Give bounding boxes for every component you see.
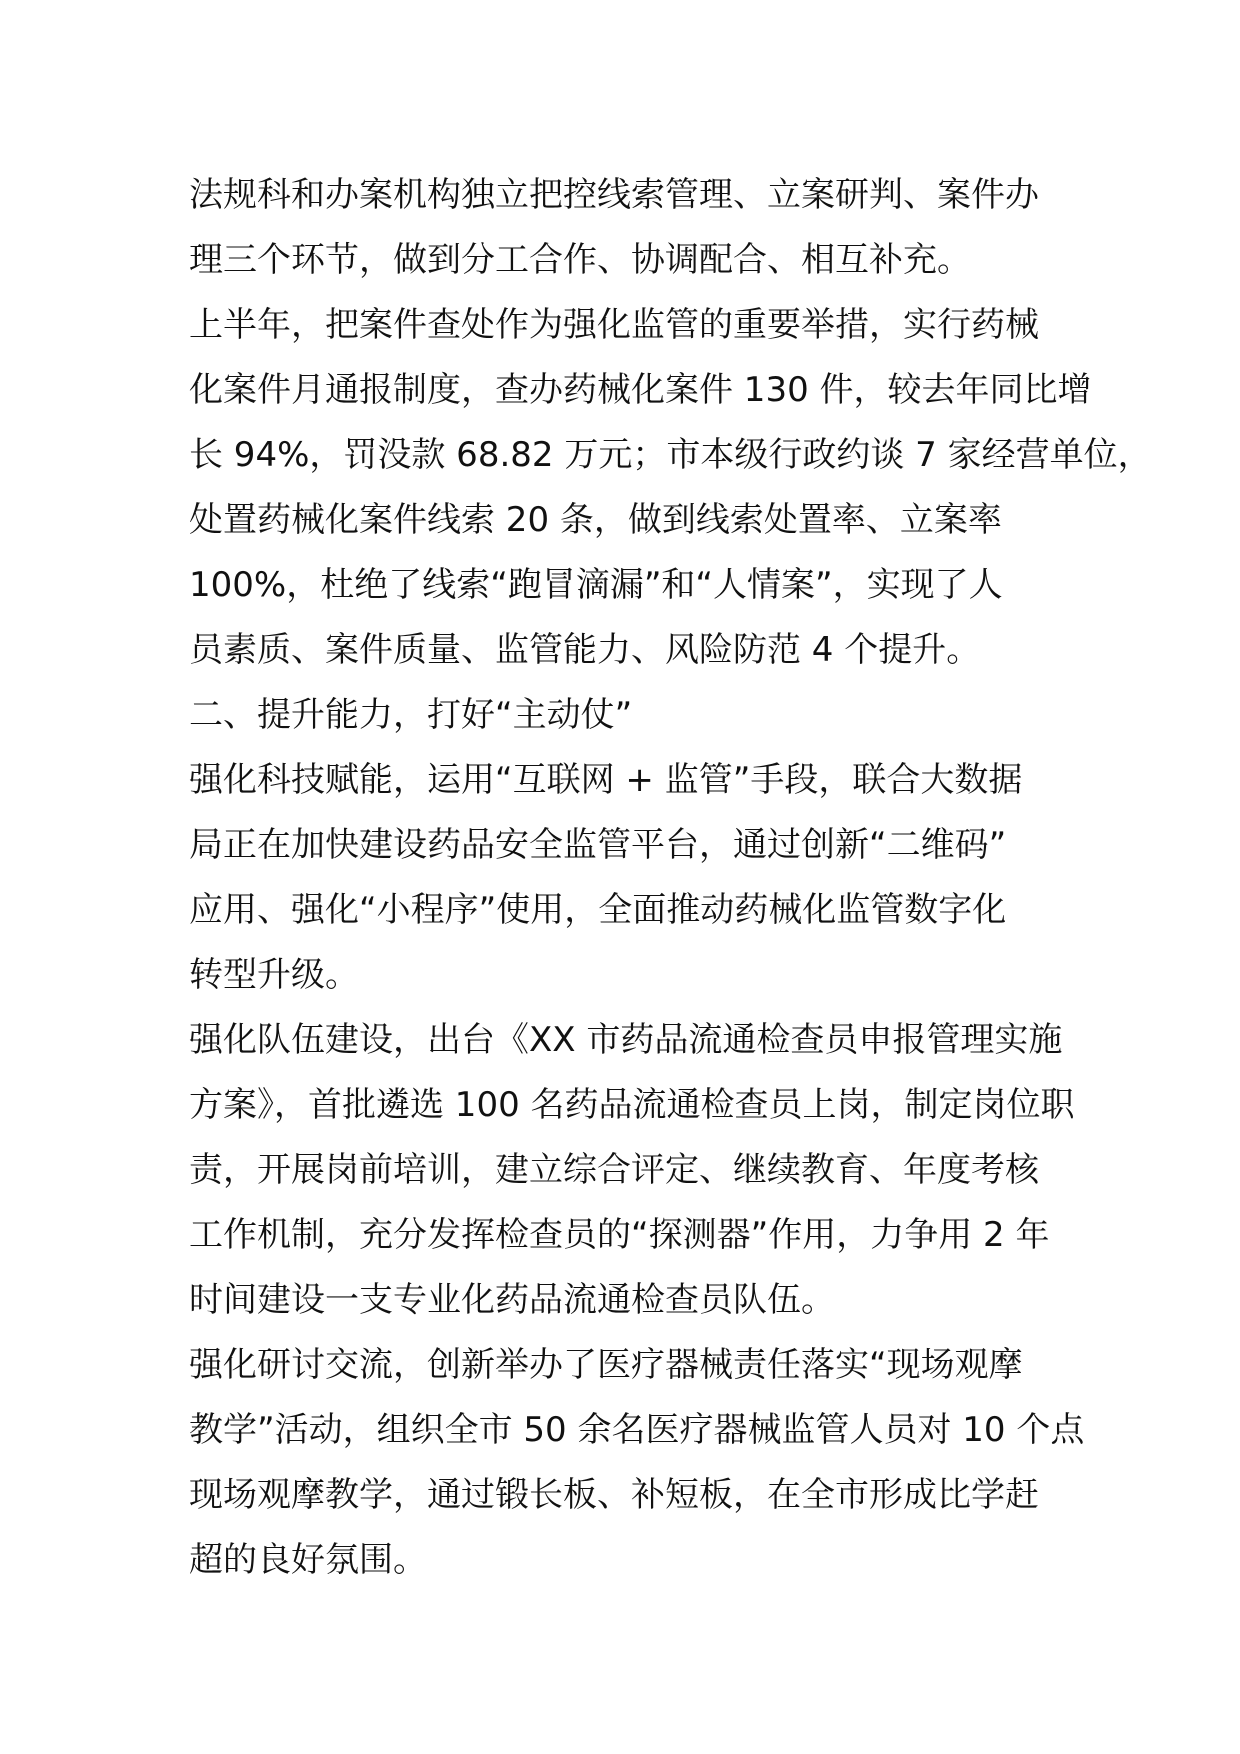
text-line-2: 理三个环节，做到分工合作、协调配合、相互补充。 [189, 240, 971, 280]
body-text [189, 163, 1152, 1593]
text-line-22: 超的良好氛围。 [189, 1540, 427, 1580]
text-line-10: 强化科技赋能，运用“互联网 + 监管”手段，联合大数据 [189, 760, 1023, 800]
text-line-8: 员素质、案件质量、监管能力、风险防范 4 个提升。 [189, 630, 981, 670]
text-line-14: 强化队伍建设，出台《XX 市药品流通检查员申报管理实施 [189, 1020, 1063, 1060]
text-line-18: 时间建设一支专业化药品流通检查员队伍。 [189, 1280, 835, 1320]
text-line-15: 方案》，首批遴选 100 名药品流通检查员上岗，制定岗位职 [189, 1085, 1075, 1125]
text-line-17: 工作机制，充分发挥检查员的“探测器”作用，力争用 2 年 [189, 1215, 1050, 1255]
text-line-4: 化案件月通报制度，查办药械化案件 130 件，较去年同比增 [189, 370, 1092, 410]
text-line-3: 上半年，把案件查处作为强化监管的重要举措，实行药械 [189, 305, 1039, 345]
text-line-16: 责，开展岗前培训，建立综合评定、继续教育、年度考核 [189, 1150, 1039, 1190]
text-line-13: 转型升级。 [189, 955, 359, 995]
text-line-11: 局正在加快建设药品安全监管平台，通过创新“二维码” [189, 825, 1007, 865]
text-line-1: 法规科和办案机构独立把控线索管理、立案研判、案件办 [189, 175, 1039, 215]
text-line-12: 应用、强化“小程序”使用，全面推动药械化监管数字化 [189, 890, 1007, 930]
section-heading: 二、提升能力，打好“主动仗” [189, 695, 633, 735]
text-line-19: 强化研讨交流，创新举办了医疗器械责任落实“现场观摩 [189, 1345, 1023, 1385]
text-line-21: 现场观摩教学，通过锻长板、补短板，在全市形成比学赶 [189, 1475, 1039, 1515]
text-line-6: 处置药械化案件线索 20 条，做到线索处置率、立案率 [189, 500, 1002, 540]
text-line-5: 长 94%，罚没款 68.82 万元；市本级行政约谈 7 家经营单位， [189, 435, 1152, 475]
text-line-20: 教学”活动，组织全市 50 余名医疗器械监管人员对 10 个点 [189, 1410, 1085, 1450]
text-line-7: 100%，杜绝了线索“跑冒滴漏”和“人情案”，实现了人 [189, 565, 1003, 605]
